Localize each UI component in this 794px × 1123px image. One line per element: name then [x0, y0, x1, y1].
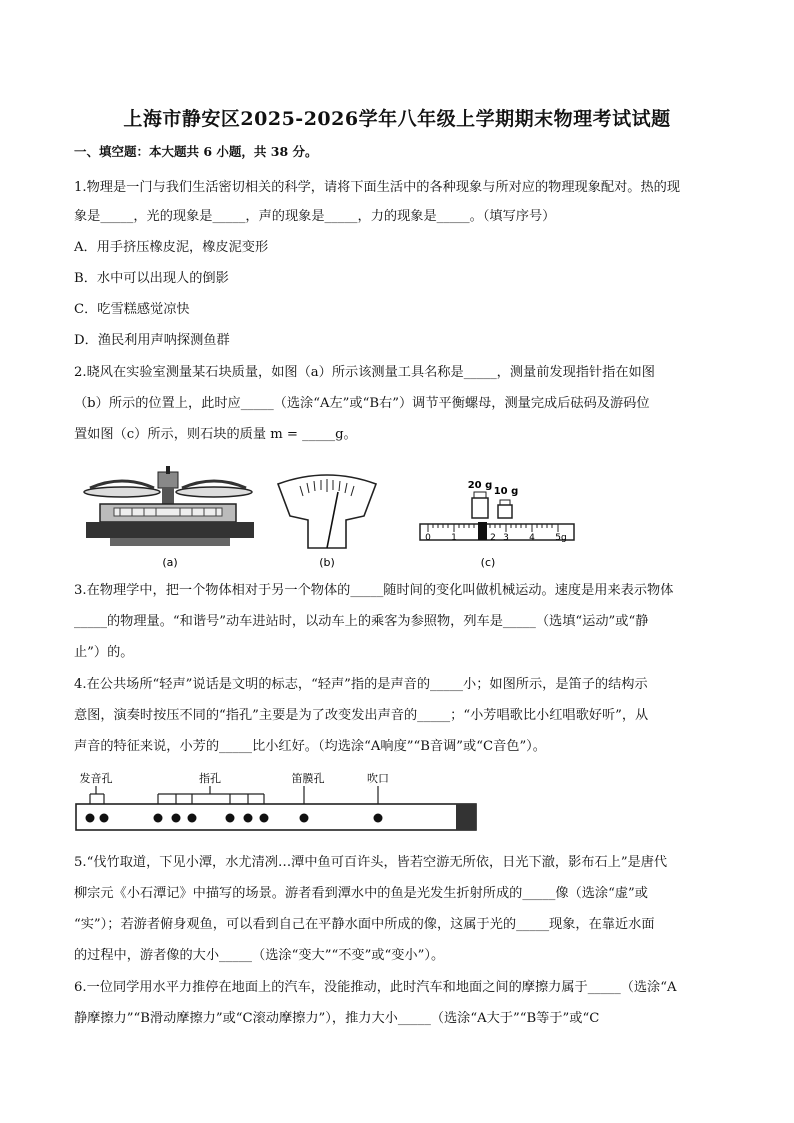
q4-line1: 4.在公共场所“轻声”说话是文明的标志，“轻声”指的是声音的_____小；如图所示，是笛子的结构示	[74, 677, 648, 692]
label-mouth-hole: 吹口	[367, 772, 389, 785]
label-finger-holes: 指孔	[199, 772, 221, 785]
tick-3: 3	[503, 533, 509, 543]
tick-2: 2	[490, 533, 496, 543]
q1-line1: 1.物理是一门与我们生活密切相关的科学，请将下面生活中的各种现象与所对应的物理现象配对。热的现	[74, 180, 681, 195]
flute-figure	[72, 768, 482, 834]
label-membrane-hole: 笛膜孔	[291, 772, 325, 785]
q1-option-c: C．吃雪糕感觉凉快	[74, 302, 190, 317]
q5-line3: “实”）；若游者俯身观鱼，可以看到自己在平静水面中所成的像，这属于光的_____现象，在靠近水面	[74, 917, 655, 932]
weight-20g-label: 20 g	[467, 480, 493, 491]
q5-line2: 柳宗元《小石潭记》中描写的场景。游者看到潭水中的鱼是光发生折射所成的_____像（选涂“虚”或	[74, 886, 648, 901]
q5-line4: 的过程中，游者像的大小_____（选涂“变大”“不变”或“变小”）。	[74, 948, 445, 963]
q6-line2: 静摩擦力”“B滑动摩擦力”或“C滚动摩擦力”），推力大小_____（选涂“A大于”“B等于”或“C	[74, 1011, 600, 1026]
q2-line3: 置如图（c）所示，则石块的质量 m = _____g。	[74, 427, 357, 442]
weight-10g-label: 10 g	[493, 486, 519, 497]
q4-line2: 意图，演奏时按压不同的“指孔”主要是为了改变发出声音的_____；“小芳唱歌比小红唱歌好听”，从	[74, 708, 649, 723]
tick-1: 1	[451, 533, 457, 543]
q5-line1: 5.“伐竹取道，下见小潭，水尤清冽…潭中鱼可百许头，皆若空游无所依，日光下澈，影布石上”是唐代	[74, 855, 668, 870]
tick-5: 5g	[555, 533, 567, 543]
rider	[478, 522, 487, 540]
caption-b: (b)	[319, 556, 335, 569]
section-heading: 一、填空题：本大题共 6 小题，共 38 分。	[74, 144, 318, 159]
caption-a: (a)	[162, 556, 178, 569]
page-title: 上海市静安区2025-2026学年八年级上学期期末物理考试试题	[123, 108, 671, 130]
q1-option-b: B．水中可以出现人的倒影	[74, 271, 229, 286]
q2-line2: （b）所示的位置上，此时应_____（选涂“A左”或“B右”）调节平衡螺母，测量完成后砝码及游码位	[74, 396, 650, 411]
label-sound-hole: 发音孔	[79, 772, 113, 785]
tick-4: 4	[529, 533, 535, 543]
rider-figure-c	[418, 476, 578, 572]
caption-c: (c)	[480, 556, 496, 569]
balance-figure-a	[80, 466, 260, 570]
tick-0: 0	[425, 533, 431, 543]
q1-option-a: A．用手挤压橡皮泥，橡皮泥变形	[74, 240, 269, 255]
q2-line1: 2.晓风在实验室测量某石块质量，如图（a）所示该测量工具名称是_____，测量前发现指针指在如图	[74, 365, 655, 380]
q6-line1: 6.一位同学用水平力推停在地面上的汽车，没能推动，此时汽车和地面之间的摩擦力属于_____（选涂“A	[74, 980, 677, 995]
pointer-figure-b	[272, 470, 382, 570]
q1-line2: 象是_____，光的现象是_____，声的现象是_____，力的现象是_____。（填写序号）	[74, 209, 556, 224]
q4-line3: 声音的特征来说，小芳的_____比小红好。（均选涂“A响度”“B音调”或“C音色”）。	[74, 739, 546, 754]
q3-line3: 止”）的。	[74, 645, 134, 660]
q1-option-d: D．渔民利用声呐探测鱼群	[74, 333, 230, 348]
q3-line1: 3.在物理学中，把一个物体相对于另一个物体的_____随时间的变化叫做机械运动。速度是用来表示物体	[74, 583, 674, 598]
q3-line2: _____的物理量。“和谐号”动车进站时，以动车上的乘客为参照物，列车是_____（选填“运动”或“静	[74, 614, 649, 629]
